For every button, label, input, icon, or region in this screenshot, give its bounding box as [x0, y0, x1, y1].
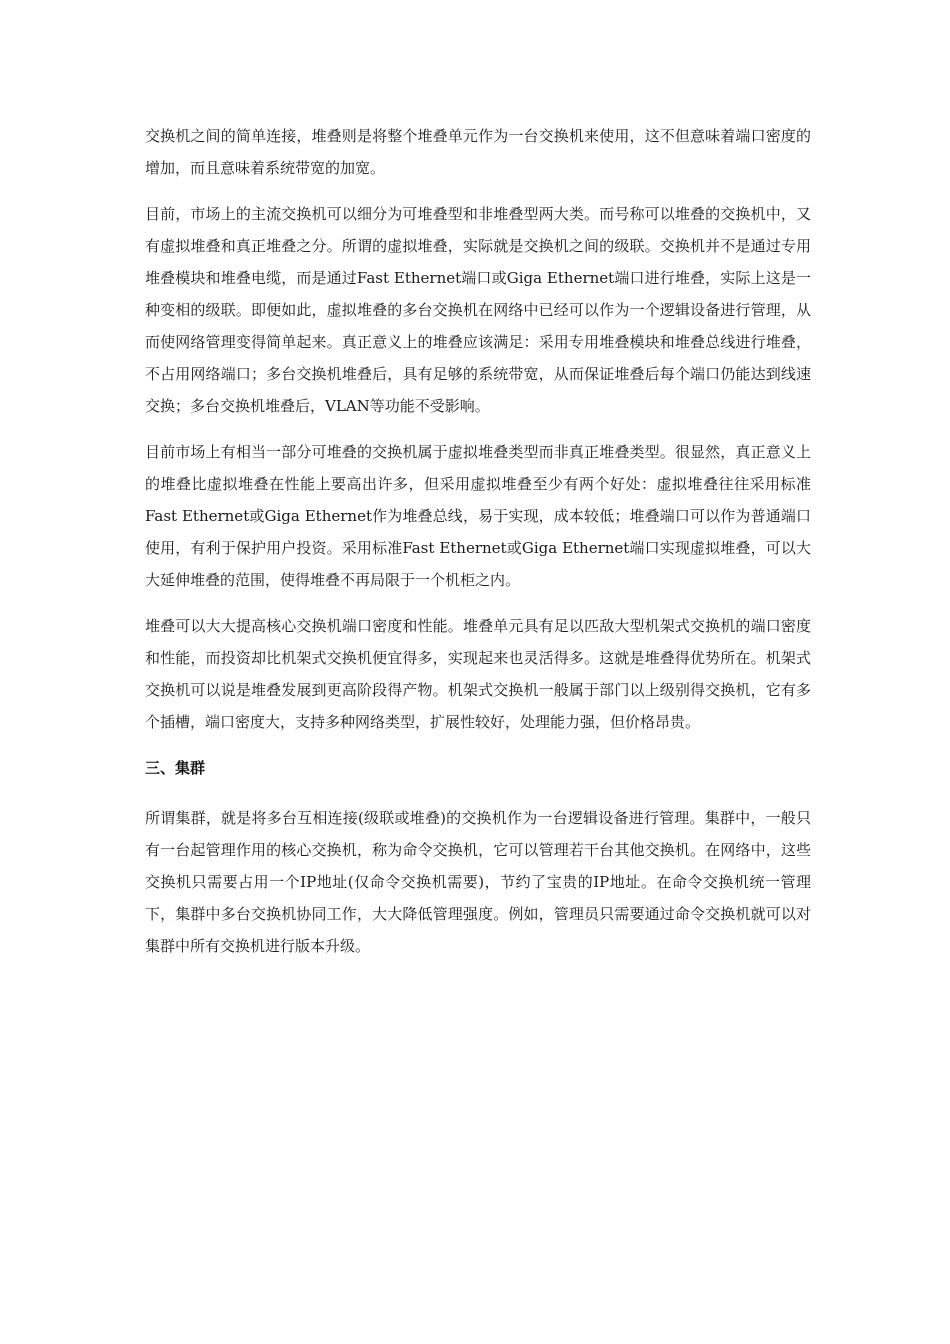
paragraph-virtual-stacking-benefits: 目前市场上有相当一部分可堆叠的交换机属于虚拟堆叠类型而非真正堆叠类型。很显然，真正意义上的堆叠比虚拟堆叠在性能上要高出许多，但采用虚拟堆叠至少有两个好处：虚拟堆叠往往采用标准Fast Ethernet或Giga Ethernet作为堆叠总线，易于实现，成本较低；堆叠端口可以作为普通端口使用，有利于保护用户投资。采用标准Fast Ethernet或Giga Ethernet端口实现虚拟堆叠，可以大大延伸堆叠的范围，使得堆叠不再局限于一个机柜之内。 [145, 443, 811, 589]
section-heading-cluster: 三、集群 [145, 759, 206, 777]
paragraph-stacking-bandwidth: 交换机之间的简单连接，堆叠则是将整个堆叠单元作为一台交换机来使用，这不但意味着端口密度的增加，而且意味着系统带宽的加宽。 [145, 127, 811, 177]
document-body [145, 120, 811, 976]
paragraph-cluster-definition: 所谓集群，就是将多台互相连接(级联或堆叠)的交换机作为一台逻辑设备进行管理。集群中，一般只有一台起管理作用的核心交换机，称为命令交换机，它可以管理若干台其他交换机。在网络中，这些交换机只需要占用一个IP地址(仅命令交换机需要)，节约了宝贵的IP地址。在命令交换机统一管理下，集群中多台交换机协同工作，大大降低管理强度。例如，管理员只需要通过命令交换机就可以对集群中所有交换机进行版本升级。 [145, 809, 811, 955]
paragraph-stacking-advantages: 堆叠可以大大提高核心交换机端口密度和性能。堆叠单元具有足以匹敌大型机架式交换机的端口密度和性能，而投资却比机架式交换机便宜得多，实现起来也灵活得多。这就是堆叠得优势所在。机架式交换机可以说是堆叠发展到更高阶段得产物。机架式交换机一般属于部门以上级别得交换机，它有多个插槽，端口密度大，支持多种网络类型，扩展性较好，处理能力强，但价格昂贵。 [145, 617, 811, 731]
paragraph-virtual-vs-true-stacking: 目前，市场上的主流交换机可以细分为可堆叠型和非堆叠型两大类。而号称可以堆叠的交换机中，又有虚拟堆叠和真正堆叠之分。所谓的虚拟堆叠，实际就是交换机之间的级联。交换机并不是通过专用堆叠模块和堆叠电缆，而是通过Fast Ethernet端口或Giga Ethernet端口进行堆叠，实际上这是一种变相的级联。即便如此，虚拟堆叠的多台交换机在网络中已经可以作为一个逻辑设备进行管理，从而使网络管理变得简单起来。真正意义上的堆叠应该满足：采用专用堆叠模块和堆叠总线进行堆叠，不占用网络端口；多台交换机堆叠后，具有足够的系统带宽，从而保证堆叠后每个端口仍能达到线速交换；多台交换机堆叠后，VLAN等功能不受影响。 [145, 205, 811, 415]
